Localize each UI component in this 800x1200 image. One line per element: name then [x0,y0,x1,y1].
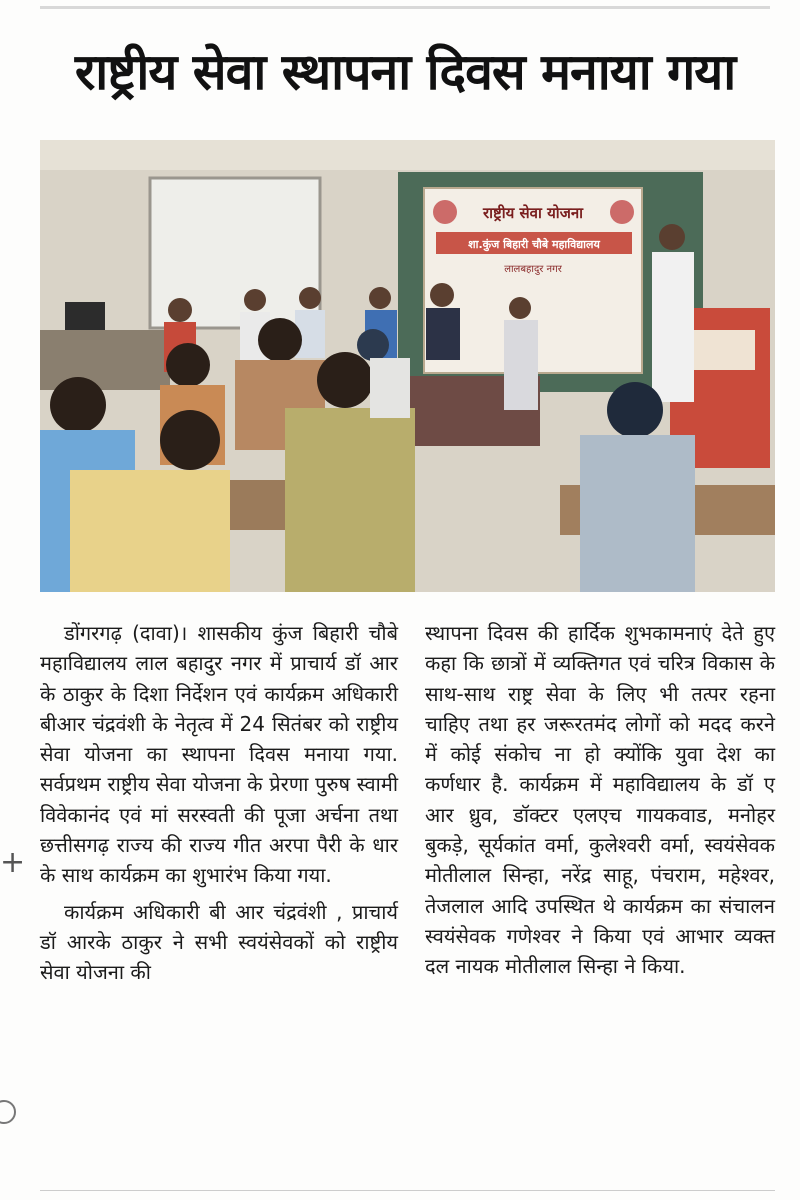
event-photo [40,140,775,592]
paragraph: कार्यक्रम अधिकारी बी आर चंद्रवंशी , प्राचार्य डॉ आरके ठाकुर ने सभी स्वयंसेवकों को राष्ट्रीय सेवा योजना की [40,899,398,985]
top-rule [40,6,770,9]
paragraph: डोंगरगढ़ (दावा)। शासकीय कुंज बिहारी चौबे महाविद्यालय लाल बहादुर नगर में प्राचार्य डॉ आर के ठाकुर के दिशा निर्देशन एवं कार्यक्रम अधिकारी बीआर चंद्रवंशी के नेतृत्व में 24 सितंबर को राष्ट्रीय सेवा योजना का स्थापना दिवस मनाया गया. सर्वप्रथम राष्ट्रीय सेवा योजना के प्रेरणा पुरुष स्वामी विवेकानंद एवं मां सरस्वती की पूजा अर्चना तथा छत्तीसगढ़ राज्य की राज्य गीत अरपा पैरी के धार के साथ कार्यक्रम का शुभारंभ किया गया. [40,621,398,888]
banner-place: लालबहादुर नगर [504,264,562,275]
crop-mark-plus-icon: + [0,845,26,880]
event-photo-illustration [40,140,775,592]
paragraph: स्थापना दिवस की हार्दिक शुभकामनाएं देते हुए कहा कि छात्रों में व्यक्तिगत एवं चरित्र विकास के साथ-साथ राष्ट्र सेवा के लिए भी तत्पर रहना चाहिए तथा हर जरूरतमंद लोगों को मदद करने में कोई संकोच ना हो क्योंकि युवा देश का कर्णधार है. कार्यक्रम में महाविद्यालय के डॉ ए आर ध्रुव, डॉक्टर एलएच गायकवाड, मनोहर बुकड़े, सूर्यकांत वर्मा, कुलेश्वरी वर्मा, स्वयंसेवक मोतीलाल सिन्हा, नरेंद्र साहू, पंचराम, महेश्वर, तेजलाल आदि उपस्थित थे कार्यक्रम का संचालन स्वयंसेवक गणेश्वर ने किया एवं आभार व्यक्त दल नायक मोतीलाल सिन्हा ने किया. [425,621,775,979]
bottom-rule [40,1190,775,1191]
right-column [425,618,775,982]
banner-subtitle: शा.कुंज बिहारी चौबे महाविद्यालय [468,238,600,251]
banner-title: राष्ट्रीय सेवा योजना [482,204,584,222]
headline: राष्ट्रीय सेवा स्थापना दिवस मनाया गया [74,43,736,101]
left-column [40,618,398,988]
crop-mark-circle-icon [0,1100,16,1124]
